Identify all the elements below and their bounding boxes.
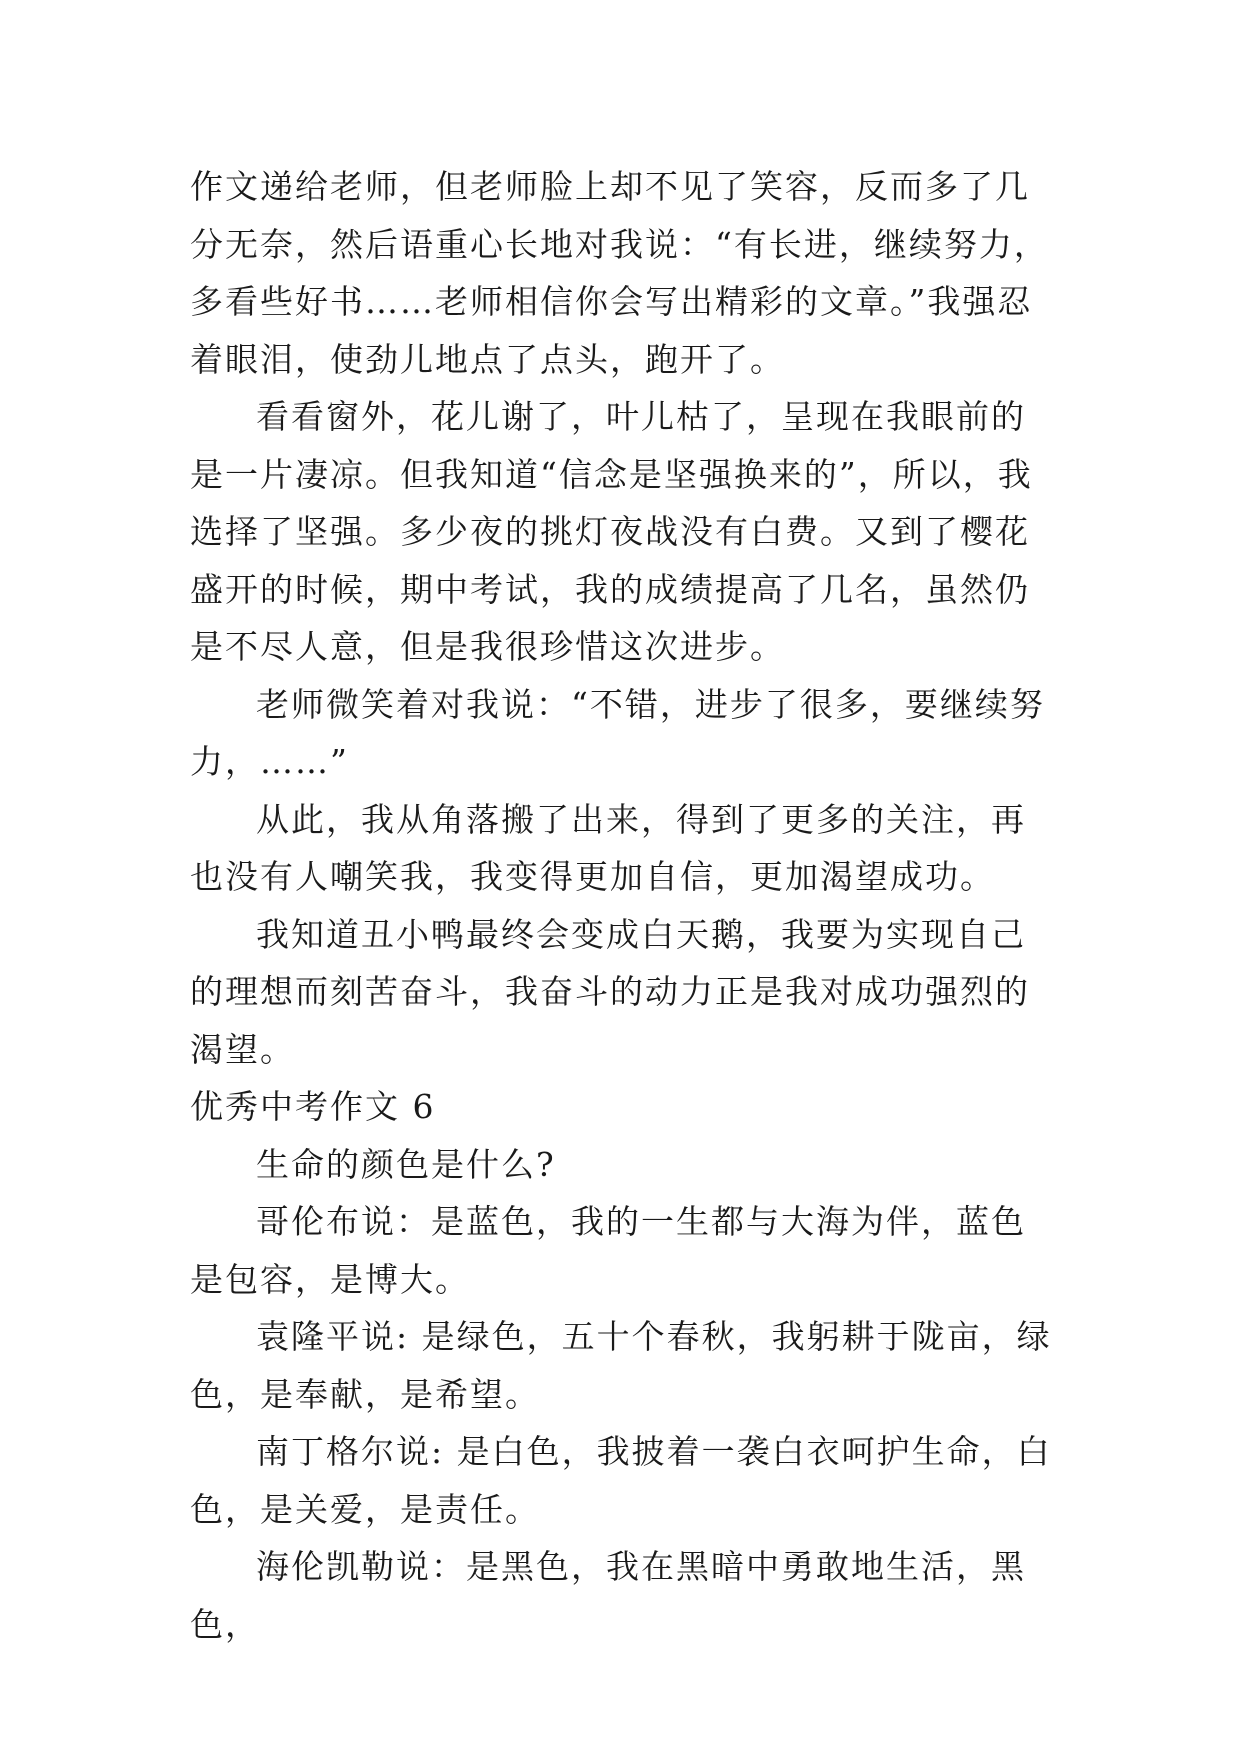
- paragraph: 作文递给老师，但老师脸上却不见了笑容，反而多了几分无奈，然后语重心长地对我说：“有长进，继续努力，多看些好书……老师相信你会写出精彩的文章。”我强忍着眼泪，使劲儿地点了点头，跑开了。: [190, 167, 1049, 379]
- paragraph: 老师微笑着对我说：“不错，进步了很多，要继续努力，……”: [190, 684, 1045, 781]
- paragraph: 看看窗外，花儿谢了，叶儿枯了，呈现在我眼前的是一片凄凉。但我知道“信念是坚强换来的”，所以，我选择了坚强。多少夜的挑灯夜战没有白费。又到了樱花盛开的时候，期中考试，我的成绩提高了几名，虽然仍是不尽人意，但是我很珍惜这次进步。: [190, 397, 1033, 666]
- essay-text: [190, 158, 1060, 1653]
- paragraph: 哥伦布说：是蓝色，我的一生都与大海为伴，蓝色是包容，是博大。: [190, 1202, 1026, 1299]
- paragraph: 海伦凯勒说：是黑色，我在黑暗中勇敢地生活，黑色，: [190, 1547, 1026, 1644]
- paragraph: 南丁格尔说: 是白色，我披着一袭白衣呵护生命，白色，是关爱，是责任。: [190, 1432, 1052, 1529]
- essay-heading: 优秀中考作文 6: [190, 1087, 436, 1126]
- paragraph: 袁隆平说: 是绿色，五十个春秋，我躬耕于陇亩，绿色，是奉献，是希望。: [190, 1317, 1052, 1414]
- paragraph: 从此，我从角落搬了出来，得到了更多的关注，再也没有人嘲笑我，我变得更加自信，更加渴望成功。: [190, 799, 1026, 896]
- paragraph: 我知道丑小鸭最终会变成白天鹅，我要为实现自己的理想而刻苦奋斗，我奋斗的动力正是我对成功强烈的渴望。: [190, 914, 1030, 1069]
- paragraph: 生命的颜色是什么?: [256, 1144, 556, 1184]
